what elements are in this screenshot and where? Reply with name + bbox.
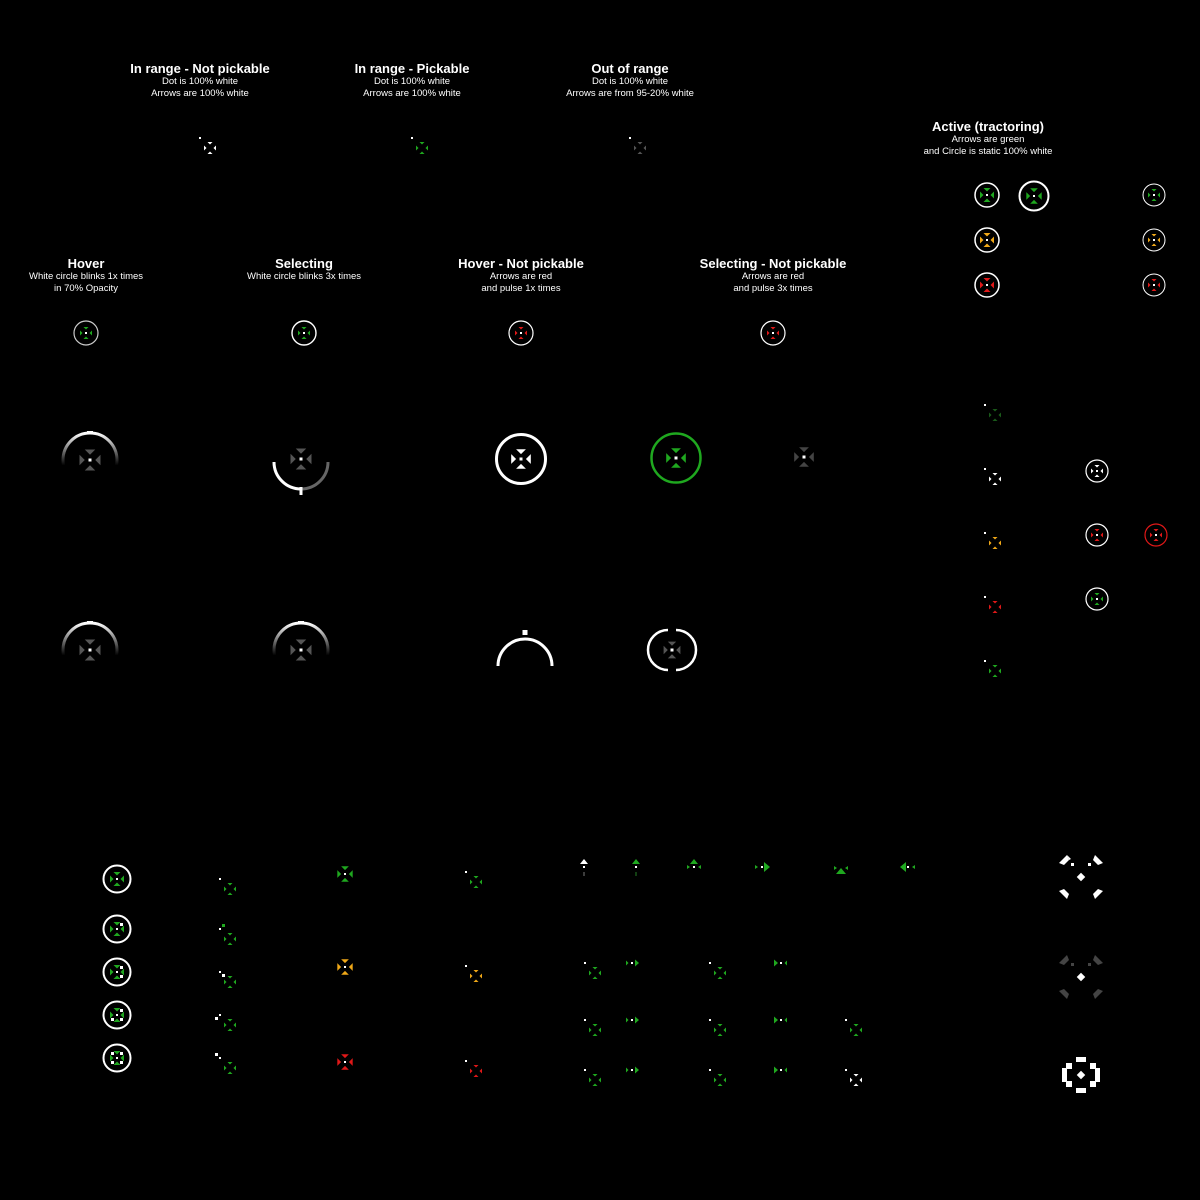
label-title: Out of range bbox=[591, 61, 669, 76]
label-line: Arrows are red bbox=[489, 271, 553, 282]
seq-ring-5-icon bbox=[102, 1043, 132, 1073]
label-title: Active (tractoring) bbox=[932, 119, 1044, 134]
label-hover-not-pickable bbox=[458, 256, 584, 295]
hover-frame-arc-icon bbox=[58, 428, 122, 492]
dir-grid-r3c1-icon bbox=[575, 1010, 595, 1030]
dir-grid-r4c3-icon bbox=[700, 1060, 720, 1080]
variant-white-icon bbox=[975, 459, 995, 479]
dir-grid-r3c3-icon bbox=[700, 1010, 720, 1030]
reticle-dim-icon bbox=[620, 128, 640, 148]
diagonal-cross-white-icon bbox=[1056, 852, 1106, 902]
label-line: White circle blinks 1x times bbox=[28, 271, 144, 282]
dim-reticle-icon bbox=[789, 442, 819, 472]
label-line: Arrows are from 95-20% white bbox=[566, 88, 694, 99]
label-selecting-not-pickable bbox=[700, 256, 847, 295]
dir-grid-r2c3-icon bbox=[700, 953, 720, 973]
selecting-frame-arc-icon bbox=[268, 428, 334, 498]
seq-small-5-icon bbox=[210, 1048, 230, 1068]
active-red-ring-thin-icon bbox=[1142, 273, 1166, 297]
dir-grid-r3c2-icon bbox=[622, 1010, 642, 1030]
label-line: Dot is 100% white bbox=[161, 76, 239, 87]
hover-frame-arc-2-icon bbox=[58, 618, 122, 682]
dir-grid-r4c4-icon bbox=[771, 1060, 791, 1080]
label-line: Dot is 100% white bbox=[591, 76, 669, 87]
block-cross-white-icon bbox=[1060, 1055, 1102, 1095]
dir-grid-r2c4-icon bbox=[771, 953, 791, 973]
dir-grid-r3c5-icon bbox=[836, 1010, 856, 1030]
seq-ring-2-icon bbox=[102, 914, 132, 944]
variant-green-ring-icon bbox=[1085, 587, 1109, 611]
active-yellow-ring-thin-icon bbox=[1142, 228, 1166, 252]
hover-reticle-icon bbox=[73, 320, 99, 346]
label-active bbox=[924, 119, 1053, 158]
reticle-green-icon bbox=[402, 128, 422, 148]
selecting-reticle-icon bbox=[291, 320, 317, 346]
color-yellow-large-icon bbox=[333, 955, 357, 979]
dir-down-large-icon bbox=[831, 858, 851, 878]
dir-grid-r4c5-icon bbox=[836, 1060, 856, 1080]
dir-grid-r4c1-icon bbox=[575, 1060, 595, 1080]
selecting-not-pickable-split-ring-icon bbox=[648, 626, 696, 674]
color-green-small-icon bbox=[456, 862, 476, 882]
label-line: Arrows are 100% white bbox=[363, 88, 461, 99]
variant-red-ring-icon bbox=[1085, 523, 1109, 547]
seq-ring-4-icon bbox=[102, 1000, 132, 1030]
label-out-of-range bbox=[566, 61, 694, 100]
dir-up-white-icon bbox=[574, 856, 594, 878]
active-green-ring-large-icon bbox=[1018, 180, 1050, 212]
color-yellow-small-icon bbox=[456, 956, 476, 976]
active-green-ring-icon bbox=[974, 182, 1000, 208]
dir-grid-r2c1-icon bbox=[575, 953, 595, 973]
seq-small-2-icon bbox=[210, 919, 230, 939]
active-yellow-ring-icon bbox=[974, 227, 1000, 253]
label-selecting bbox=[247, 256, 361, 283]
label-title: Selecting bbox=[275, 256, 333, 271]
hover-not-pickable-arc-icon bbox=[492, 630, 558, 670]
variant-red-icon bbox=[975, 587, 995, 607]
label-title: In range - Pickable bbox=[354, 61, 470, 76]
selecting-green-ring-frame-icon bbox=[649, 431, 703, 485]
seq-ring-3-icon bbox=[102, 957, 132, 987]
selecting-not-pickable-reticle-icon bbox=[760, 320, 786, 346]
label-title: Hover - Not pickable bbox=[458, 256, 584, 271]
variant-red-ring-red-icon bbox=[1144, 523, 1168, 547]
reticle-white-icon bbox=[190, 128, 210, 148]
variant-yellow-icon bbox=[975, 523, 995, 543]
label-line: and Circle is static 100% white bbox=[923, 146, 1053, 157]
label-line: in 70% Opacity bbox=[54, 283, 118, 294]
label-title: Hover bbox=[67, 256, 105, 271]
variant-white-ring-icon bbox=[1085, 459, 1109, 483]
seq-small-1-icon bbox=[210, 869, 230, 889]
seq-small-3-icon bbox=[210, 962, 230, 982]
label-line: Dot is 100% white bbox=[373, 76, 451, 87]
active-red-ring-icon bbox=[974, 272, 1000, 298]
seq-ring-1-icon bbox=[102, 864, 132, 894]
seq-small-4-icon bbox=[210, 1005, 230, 1025]
label-line: White circle blinks 3x times bbox=[246, 271, 362, 282]
variant-green-icon bbox=[975, 651, 995, 671]
dir-grid-r2c2-icon bbox=[622, 953, 642, 973]
dir-up-green-icon bbox=[626, 856, 646, 878]
label-line: Arrows are green bbox=[951, 134, 1025, 145]
selecting-frame-arc-2-icon bbox=[269, 618, 333, 682]
label-title: Selecting - Not pickable bbox=[699, 256, 847, 271]
dir-left-large-icon bbox=[898, 857, 918, 877]
label-line: Arrows are red bbox=[741, 271, 805, 282]
label-in-range-not-pickable bbox=[130, 61, 269, 100]
label-line: and pulse 1x times bbox=[481, 283, 561, 294]
color-red-large-icon bbox=[333, 1050, 357, 1074]
dir-right-large-icon bbox=[752, 857, 772, 877]
label-line: Arrows are 100% white bbox=[151, 88, 249, 99]
color-red-small-icon bbox=[456, 1051, 476, 1071]
hover-not-pickable-reticle-icon bbox=[508, 320, 534, 346]
active-green-ring-thin-icon bbox=[1142, 183, 1166, 207]
variant-dim-green-icon bbox=[975, 395, 995, 415]
dir-grid-r3c4-icon bbox=[771, 1010, 791, 1030]
diagonal-cross-dim-icon bbox=[1056, 952, 1106, 1002]
label-in-range-pickable bbox=[355, 61, 470, 100]
dir-up-left-right-icon bbox=[684, 857, 704, 877]
label-hover bbox=[29, 256, 143, 295]
hover-not-pickable-frame-icon bbox=[494, 432, 548, 486]
color-green-large-icon bbox=[333, 862, 357, 886]
dir-grid-r4c2-icon bbox=[622, 1060, 642, 1080]
label-title: In range - Not pickable bbox=[130, 61, 270, 76]
label-line: and pulse 3x times bbox=[733, 283, 813, 294]
